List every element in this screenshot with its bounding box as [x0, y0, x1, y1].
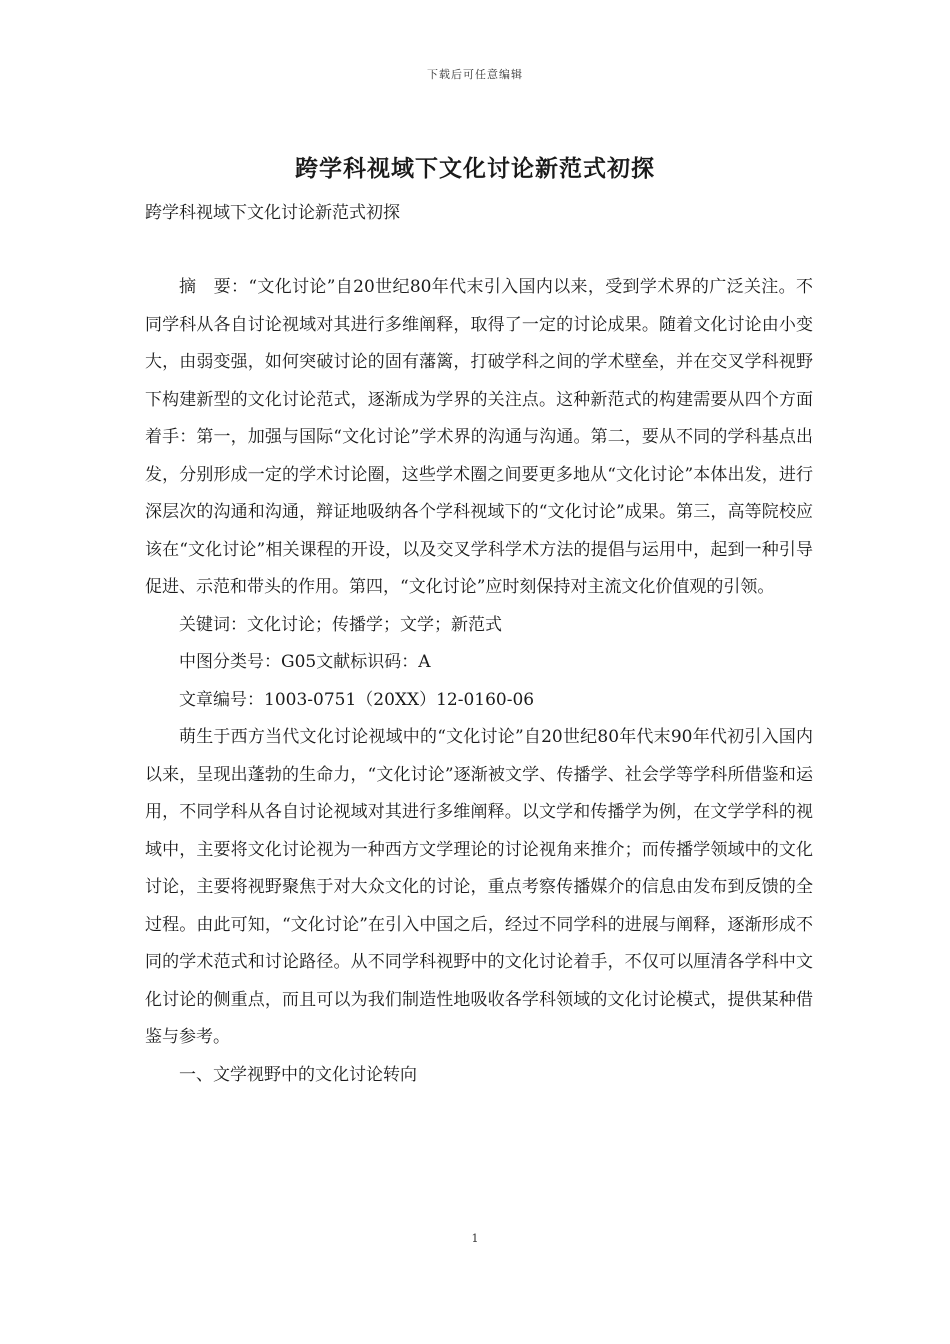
section-heading: 一、文学视野中的文化讨论转向	[179, 1064, 417, 1085]
document-title: 跨学科视域下文化讨论新范式初探	[295, 155, 655, 182]
classification-line: 中图分类号：G05文献标识码：A	[179, 652, 431, 672]
article-number-line: 文章编号：1003-0751（20XX）12-0160-06	[179, 689, 535, 710]
document-subtitle: 跨学科视域下文化讨论新范式初探	[145, 203, 400, 223]
intro-paragraph: 萌生于西方当代文化讨论视域中的“文化讨论”自20世纪80年代末90年代初引入国内以来，呈现出蓬勃的生命力，“文化讨论”逐渐被文学、传播学、社会学等学科所借鉴和运用，不同学科从各自讨论视域对其进行多维阐释。以文学和传播学为例，在文学学科的视域中，主要将文化讨论视为一种西方文学理论的讨论视角来推介；而传播学领域中的文化讨论，主要将视野聚焦于对大众文化的讨论，重点考察传播媒介的信息由发布到反馈的全过程。由此可知，“文化讨论”在引入中国之后，经过不同学科的进展与阐释，逐渐形成不同的学术范式和讨论路径。从不同学科视野中的文化讨论着手，不仅可以厘清各学科中文化讨论的侧重点，而且可以为我们制造性地吸收各学科领域的文化讨论模式，提供某种借鉴与参考。	[145, 727, 813, 1047]
page-number: 1	[471, 1232, 479, 1245]
abstract-paragraph: 摘 要：“文化讨论”自20世纪80年代末引入国内以来，受到学术界的广泛关注。不同学科从各自讨论视域对其进行多维阐释，取得了一定的讨论成果。随着文化讨论由小变大，由弱变强，如何突破讨论的固有藩篱，打破学科之间的学术壁垒，并在交叉学科视野下构建新型的文化讨论范式，逐渐成为学界的关注点。这种新范式的构建需要从四个方面着手：第一，加强与国际“文化讨论”学术界的沟通与沟通。第二，要从不同的学科基点出发，分别形成一定的学术讨论圈，这些学术圈之间要更多地从“文化讨论”本体出发，进行深层次的沟通和沟通，辩证地吸纳各个学科视域下的“文化讨论”成果。第三，高等院校应该在“文化讨论”相关课程的开设，以及交叉学科学术方法的提倡与运用中，起到一种引导促进、示范和带头的作用。第四，“文化讨论”应时刻保持对主流文化价值观的引领。	[145, 277, 813, 597]
keywords-line: 关键词：文化讨论；传播学；文学；新范式	[179, 614, 502, 635]
document-body	[145, 269, 813, 1094]
header-note: 下载后可任意编辑	[427, 68, 523, 81]
